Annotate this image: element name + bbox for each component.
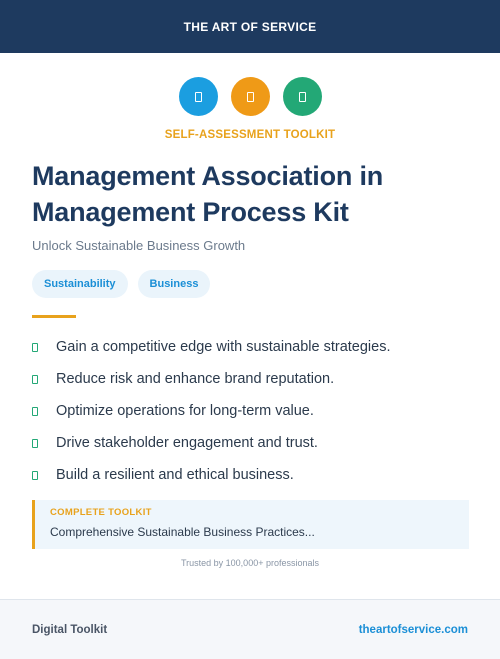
tag-list	[32, 270, 210, 298]
benefit-text: Build a resilient and ethical business.	[56, 467, 294, 483]
benefit-text: Reduce risk and enhance brand reputation.	[56, 371, 335, 387]
benefit-item	[32, 427, 391, 459]
check-icon	[32, 375, 38, 384]
benefit-list	[32, 331, 391, 491]
icon-row	[0, 77, 500, 116]
page-title: Management Association in Management Process Kit	[32, 161, 384, 227]
benefit-text: Gain a competitive edge with sustainable strategies.	[56, 339, 391, 355]
footer-website-link[interactable]: theartofservice.com	[358, 623, 468, 636]
document-icon	[299, 92, 306, 102]
check-icon	[32, 471, 38, 480]
check-icon	[32, 407, 38, 416]
tag-sustainability[interactable]: Sustainability	[32, 270, 128, 298]
icon-circle-orange	[231, 77, 270, 116]
toolkit-callout	[32, 500, 469, 549]
kicker-label: SELF-ASSESSMENT TOOLKIT	[164, 129, 336, 141]
footer-bar	[0, 599, 500, 659]
benefit-item	[32, 395, 391, 427]
benefit-text: Optimize operations for long-term value.	[56, 403, 314, 419]
footer-label: Digital Toolkit	[32, 623, 108, 636]
benefit-text: Drive stakeholder engagement and trust.	[56, 435, 318, 451]
check-icon	[32, 343, 38, 352]
trust-statement: Trusted by 100,000+ professionals	[180, 558, 319, 568]
document-icon	[195, 92, 202, 102]
accent-divider	[32, 315, 76, 318]
icon-circle-green	[283, 77, 322, 116]
header-bar	[0, 0, 500, 53]
document-icon	[247, 92, 254, 102]
benefit-item	[32, 459, 391, 491]
brand-name: THE ART OF SERVICE	[183, 19, 317, 34]
callout-text: Comprehensive Sustainable Business Practices...	[50, 525, 315, 539]
icon-circle-blue	[179, 77, 218, 116]
benefit-item	[32, 363, 391, 395]
page-subtitle: Unlock Sustainable Business Growth	[32, 238, 246, 253]
check-icon	[32, 439, 38, 448]
benefit-item	[32, 331, 391, 363]
tag-business[interactable]: Business	[138, 270, 211, 298]
callout-label: COMPLETE TOOLKIT	[50, 507, 152, 518]
